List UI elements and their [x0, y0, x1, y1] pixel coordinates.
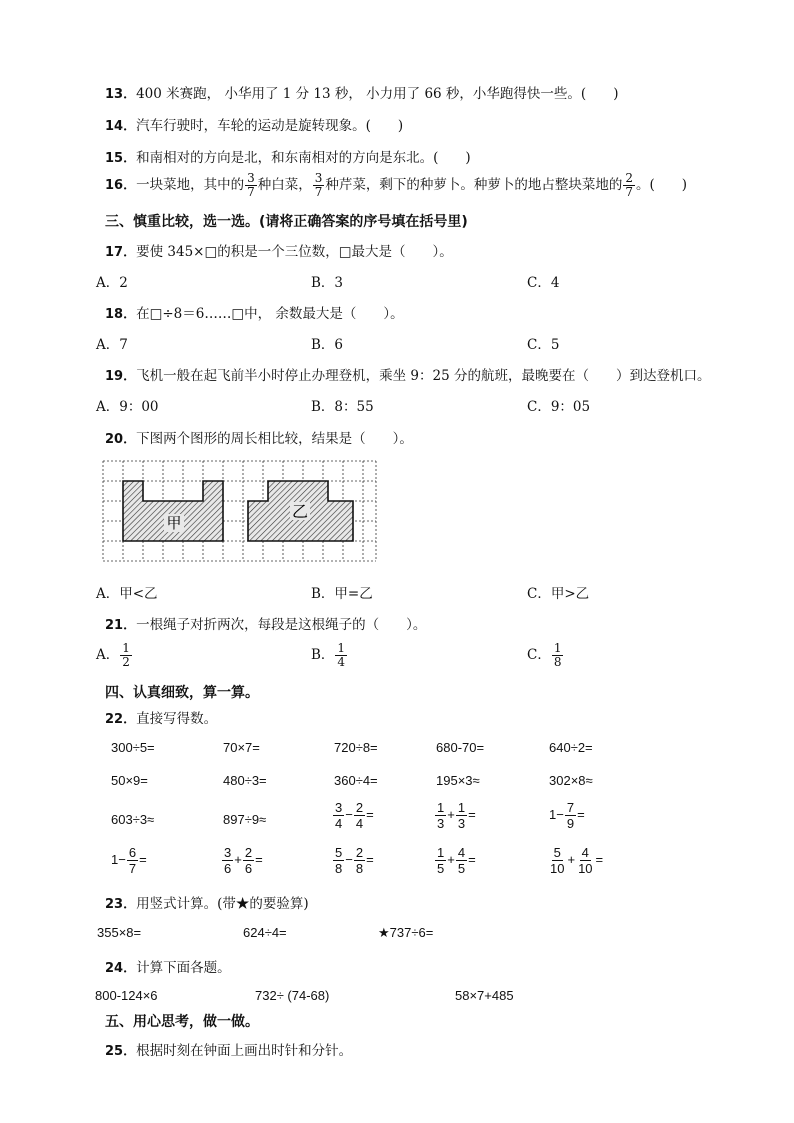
question-22: 22．直接写得数。 — [105, 711, 218, 727]
section-5-heading: 五、用心思考，做一做。 — [105, 1014, 259, 1030]
calc-item: 603÷3≈ — [111, 812, 155, 827]
q17-option-c: C．4 — [527, 275, 560, 291]
q21-option-a: A． $\frac{1}{2}$ — [96, 641, 130, 669]
calc-item-fraction: $\frac{3}{4}$ − $\frac{2}{4}$ = — [335, 800, 374, 831]
calc-item-fraction: 1− $\frac{7}{9}$ = — [549, 800, 585, 831]
question-14: 14．汽车行驶时，车轮的运动是旋转现象。( ) — [105, 118, 404, 134]
question-15: 15．和南相对的方向是北，和东南相对的方向是东北。( ) — [105, 150, 471, 166]
question-17: 17．要使 345×□的积是一个三位数，□最大是（ ）。 — [105, 244, 453, 260]
calc-item: 355×8= — [97, 925, 142, 940]
q20-option-c: C．甲>乙 — [527, 586, 590, 602]
calc-item-fraction: 1− $\frac{6}{7}$ = — [111, 845, 147, 876]
q18-option-a: A．7 — [96, 337, 128, 353]
q17-option-a: A．2 — [96, 275, 128, 291]
q21-option-b: B． $\frac{1}{4}$ — [311, 641, 346, 669]
calc-item-fraction: $\frac{5}{8}$ − $\frac{2}{8}$ = — [335, 845, 374, 876]
calc-item: 640÷2= — [549, 740, 593, 755]
fraction: $\frac{1}{4}$ — [337, 641, 346, 669]
question-23: 23．用竖式计算。(带★的要验算) — [105, 896, 309, 912]
calc-item: ★737÷6= — [378, 925, 434, 940]
calc-item: 70×7= — [223, 740, 260, 755]
q19-option-a: A．9：00 — [96, 399, 159, 415]
q18-option-c: C．5 — [527, 337, 560, 353]
section-4-heading: 四、认真细致，算一算。 — [105, 685, 259, 701]
calc-item-fraction: $\frac{1}{3}$ + $\frac{1}{3}$ = — [437, 800, 476, 831]
label-yi: 乙 — [291, 502, 309, 521]
calc-item: 50×9= — [111, 773, 148, 788]
calc-item: 624÷4= — [243, 925, 287, 940]
question-25: 25．根据时刻在钟面上画出时针和分针。 — [105, 1043, 353, 1059]
question-18: 18．在□÷8＝6……□中， 余数最大是（ ）。 — [105, 306, 404, 322]
q17-option-b: B．3 — [311, 275, 344, 291]
calc-item-fraction: $\frac{3}{6}$ + $\frac{2}{6}$ = — [224, 845, 263, 876]
question-16: 16．一块菜地，其中的 $\frac{3}{7}$ 种白菜， $\frac{3}{7}$ 种芹菜，剩下的种萝卜。种萝卜的地占整块菜地的 $\frac{2}{7}$ 。( ) — [105, 171, 688, 199]
q18-option-b: B．6 — [311, 337, 344, 353]
fraction: $\frac{1}{8}$ — [553, 641, 562, 669]
fraction: $\frac{2}{7}$ — [625, 171, 634, 199]
q20-option-a: A．甲<乙 — [96, 586, 158, 602]
q21-option-c: C． $\frac{1}{8}$ — [527, 641, 562, 669]
calc-item: 58×7+485 — [455, 988, 514, 1003]
calc-item: 480÷3= — [223, 773, 267, 788]
perimeter-grid-figure — [100, 458, 380, 566]
calc-item: 300÷5= — [111, 740, 155, 755]
calc-item: 302×8≈ — [549, 773, 593, 788]
calc-item: 732÷ (74-68) — [255, 988, 330, 1003]
calc-item: 680-70= — [436, 740, 485, 755]
fraction: $\frac{3}{7}$ — [247, 171, 255, 199]
calc-item: 195×3≈ — [436, 773, 480, 788]
label-jia: 甲 — [166, 514, 182, 532]
question-19: 19．飞机一般在起飞前半小时停止办理登机，乘坐 9：25 分的航班，最晚要在（ ）到达登机口。 — [105, 368, 711, 384]
calc-item: 720÷8= — [334, 740, 378, 755]
fraction: $\frac{1}{2}$ — [122, 641, 130, 669]
calc-item: 897÷9≈ — [223, 812, 267, 827]
q20-option-b: B．甲=乙 — [311, 586, 373, 602]
question-21: 21．一根绳子对折两次，每段是这根绳子的（ ）。 — [105, 617, 427, 633]
question-20: 20．下图两个图形的周长相比较，结果是（ ）。 — [105, 431, 413, 447]
q19-option-b: B．8：55 — [311, 399, 374, 415]
question-13: 13．400 米赛跑， 小华用了 1 分 13 秒， 小力用了 66 秒，小华跑得快一些。( ) — [105, 86, 619, 102]
question-24: 24．计算下面各题。 — [105, 960, 231, 976]
calc-item-fraction: $\frac{1}{5}$ + $\frac{4}{5}$ = — [437, 845, 476, 876]
section-3-heading: 三、慎重比较，选一选。(请将正确答案的序号填在括号里) — [105, 214, 468, 230]
calc-item: 360÷4= — [334, 773, 378, 788]
q19-option-c: C．9：05 — [527, 399, 591, 415]
fraction: $\frac{3}{7}$ — [314, 171, 323, 199]
calc-item-fraction: $\frac{5}{10}$ + $\frac{4}{10}$ = — [550, 845, 604, 876]
calc-item: 800-124×6 — [95, 988, 158, 1003]
